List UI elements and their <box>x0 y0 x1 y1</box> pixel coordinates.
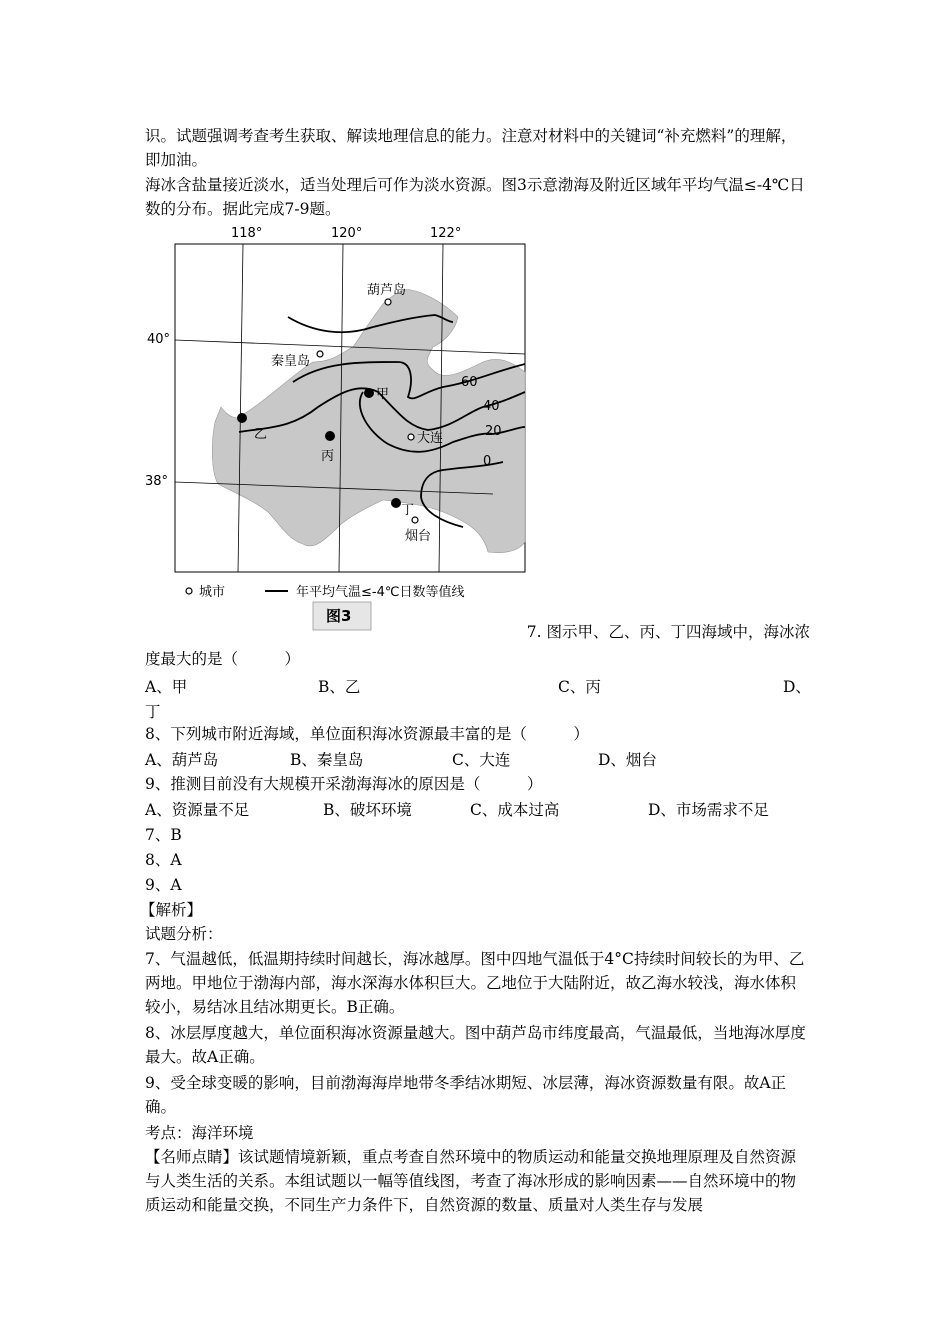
contour-label-0: 0 <box>483 454 492 469</box>
city-label-huludao: 葫芦岛 <box>367 283 407 298</box>
analysis-q8: 8、冰层厚度越大，单位面积海冰资源量越大。图中葫芦岛市纬度最高，气温最低，当地海冰厚度最大。故A正确。 <box>145 1024 806 1066</box>
q8-stem: 8、下列城市附近海域，单位面积海冰资源最丰富的是（ ） <box>145 725 589 743</box>
contour-label-20: 20 <box>485 424 502 439</box>
q7-option-c: C、丙 <box>558 678 601 696</box>
legend-line-label: 年平均气温≤-4℃日数等值线 <box>296 585 465 600</box>
figure-label: 图3 <box>326 607 352 625</box>
lon-label-122: 122° <box>430 226 462 241</box>
q9-option-b: B、破坏环境 <box>323 801 412 819</box>
city-label-qinhuangdao: 秦皇岛 <box>271 354 311 369</box>
lat-label-38: 38° <box>145 474 169 489</box>
q7-stem-part2: 度最大的是（ ） <box>145 650 301 668</box>
city-label-yantai: 烟台 <box>405 529 432 544</box>
q7-option-a: A、甲 <box>145 678 188 696</box>
intro-paragraph-2: 海冰含盐量接近淡水，适当处理后可作为淡水资源。图3示意渤海及附近区域年平均气温≤-4℃日数的分布。据此完成7-9题。 <box>145 176 805 218</box>
legend-city-label: 城市 <box>199 585 226 600</box>
city-marker-icon <box>317 351 323 357</box>
sea-point-label-ding: 丁 <box>401 503 415 518</box>
mingshi-dianjing: 【名师点睛】该试题情境新颖，重点考查自然环境中的物质运动和能量交换地理原理及自然资源与人类生活的关系。本组试题以一幅等值线图，考查了海冰形成的影响因素——自然环境中的物质运动和能量交换，不同生产力条件下，自然资源的数量、质量对人类生存与发展 <box>145 1148 797 1214</box>
sea-point-marker <box>364 388 374 398</box>
q7-option-d-text: 丁 <box>145 703 161 721</box>
intro-paragraph-1: 识。试题强调考查考生获取、解读地理信息的能力。注意对材料中的关键词“补充燃料”的理解，即加油。 <box>145 127 797 169</box>
q7-option-d: D、 <box>783 678 811 696</box>
answer-9: 9、A <box>145 876 182 894</box>
q9-option-d: D、市场需求不足 <box>648 801 769 819</box>
lat-label-40: 40° <box>147 332 171 347</box>
lon-label-120: 120° <box>331 226 363 241</box>
q8-option-b: B、秦皇岛 <box>290 751 364 769</box>
sea-point-label-bing: 丙 <box>321 449 335 464</box>
contour-label-60: 60 <box>461 375 478 390</box>
map-legend <box>186 584 464 600</box>
bohai-map-figure <box>143 222 533 634</box>
q8-option-a: A、葫芦岛 <box>145 751 219 769</box>
contour-label-40: 40 <box>483 399 500 414</box>
lon-label-118: 118° <box>231 226 263 241</box>
q8-option-c: C、大连 <box>452 751 511 769</box>
q9-option-a: A、资源量不足 <box>145 801 250 819</box>
q7-option-b: B、乙 <box>318 678 361 696</box>
analysis-subheader: 试题分析： <box>145 925 223 943</box>
kaodian: 考点：海洋环境 <box>145 1124 254 1142</box>
city-marker-icon <box>408 434 414 440</box>
q8-option-d: D、烟台 <box>598 751 657 769</box>
city-marker-icon <box>385 299 391 305</box>
analysis-header: 【解析】 <box>140 901 203 919</box>
sea-point-label-jia: 甲 <box>376 387 390 402</box>
sea-point-marker <box>391 498 401 508</box>
q9-option-c: C、成本过高 <box>470 801 560 819</box>
legend-city-icon <box>186 588 192 594</box>
sea-point-marker <box>237 413 247 423</box>
city-yantai <box>405 517 431 544</box>
analysis-q9: 9、受全球变暖的影响，目前渤海海岸地带冬季结冰期短、冰层薄，海冰资源数量有限。故A正确。 <box>145 1074 787 1116</box>
sea-point-label-yi: 乙 <box>254 427 268 442</box>
city-label-dalian: 大连 <box>417 431 444 446</box>
analysis-q7: 7、气温越低，低温期持续时间越长，海冰越厚。图中四地气温低于4°C持续时间较长的为甲、乙两地。甲地位于渤海内部，海水深海水体积巨大。乙地位于大陆附近，故乙海水较浅，海水体积较小，易结冰且结冰期更长。B正确。 <box>145 950 805 1016</box>
sea-point-marker <box>325 431 335 441</box>
q9-stem: 9、推测目前没有大规模开采渤海海冰的原因是（ ） <box>145 775 543 793</box>
q7-stem-part1: 7. 图示甲、乙、丙、丁四海域中，海冰浓 <box>526 623 810 641</box>
answer-8: 8、A <box>145 851 182 869</box>
answer-7: 7、B <box>145 826 182 844</box>
